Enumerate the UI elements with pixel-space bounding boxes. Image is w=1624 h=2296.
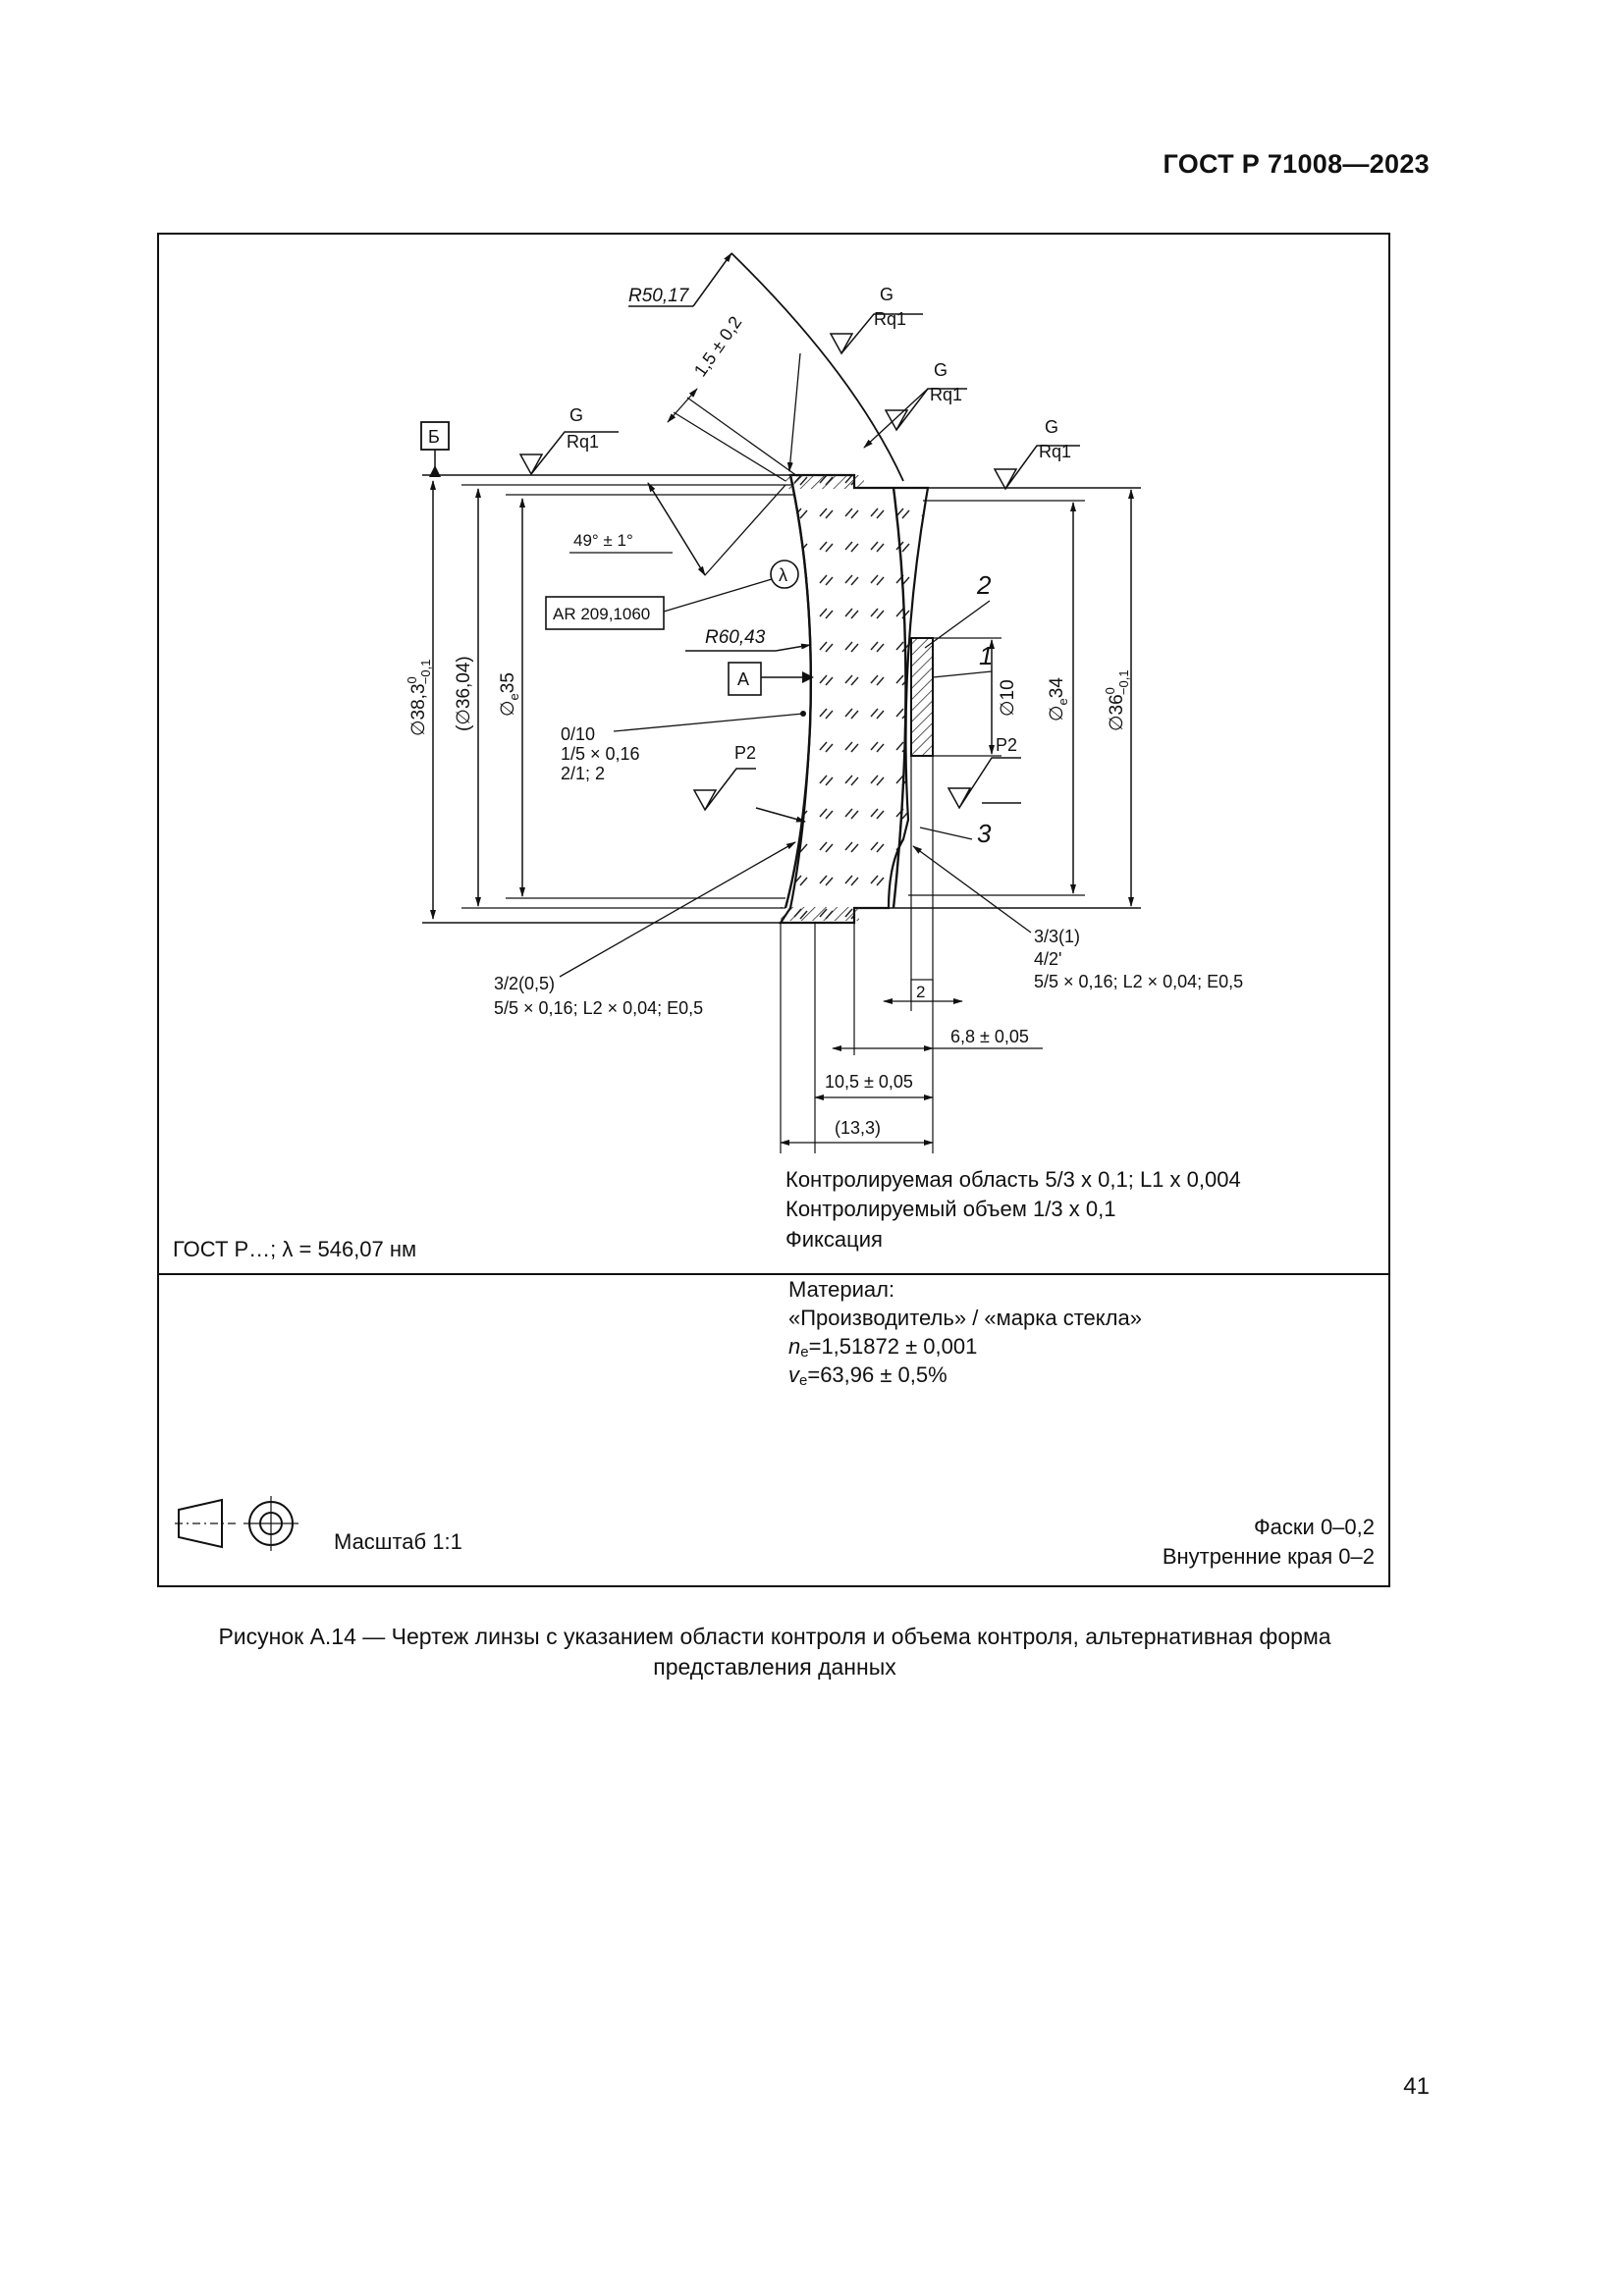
svg-text:P2: P2 xyxy=(996,735,1018,755)
svg-text:Rq1: Rq1 xyxy=(567,432,600,452)
roughness-top xyxy=(831,285,923,353)
svg-text:G: G xyxy=(934,360,948,380)
tol-left-dot xyxy=(800,711,806,717)
ne-symbol: n xyxy=(788,1334,801,1359)
ve-value: =63,96 ± 0,5% xyxy=(807,1362,947,1387)
tol-bl-line1: 3/2(0,5) xyxy=(494,974,556,993)
ne-sub: e xyxy=(800,1344,809,1361)
svg-text:G: G xyxy=(569,405,584,425)
leader-r50-2 xyxy=(693,253,731,306)
roughness-left xyxy=(520,405,619,474)
tol-br-line3: 5/5 × 0,16; L2 × 0,04; E0,5 xyxy=(1034,972,1244,991)
svg-text:Rq1: Rq1 xyxy=(874,309,907,329)
control-area-note: Контролируемая область 5/3 x 0,1; L1 x 0,004 xyxy=(785,1167,1241,1192)
abbe-number xyxy=(788,1360,947,1396)
datum-a-label: A xyxy=(737,669,750,689)
tol-br-line2: 4/2' xyxy=(1034,949,1062,969)
dim-105-label: 10,5 ± 0,05 xyxy=(825,1072,913,1092)
label-diam-38: $\emptyset 38,3^0-0,1$ xyxy=(405,659,433,736)
control-volume-note: Контролируемый объем 1/3 x 0,1 xyxy=(785,1197,1116,1221)
tol-bl-leader xyxy=(560,842,795,977)
chamfers-note: Фаски 0–0,2 xyxy=(1253,1515,1375,1539)
leader-r60-2 xyxy=(776,645,810,651)
svg-text:G: G xyxy=(1045,417,1059,437)
roughness-right xyxy=(995,417,1080,489)
figure-caption xyxy=(98,1622,1451,1682)
projection-symbol-icon xyxy=(175,1496,298,1551)
label-r50: R50,17 xyxy=(628,286,689,306)
material-value: «Производитель» / «марка стекла» xyxy=(788,1306,1142,1330)
ve-symbol: v xyxy=(788,1362,799,1387)
svg-text:P2: P2 xyxy=(734,743,757,763)
caption-line-2: представления данных xyxy=(653,1654,896,1680)
chamfer-hatch-bottom xyxy=(781,907,859,921)
page-number: 41 xyxy=(1403,2073,1430,2100)
drawing-frame xyxy=(158,234,1389,1586)
svg-text:G: G xyxy=(880,285,894,304)
callout-2: 2 xyxy=(977,570,992,600)
dim-bevel-a xyxy=(674,412,785,481)
hatched-insert xyxy=(911,638,933,756)
tol-left-line2: 1/5 × 0,16 xyxy=(561,744,640,764)
datum-b-triangle xyxy=(429,465,441,477)
callout-1: 1 xyxy=(979,641,994,670)
caption-line-1: Рисунок А.14 — Чертеж линзы с указанием области контроля и объема контроля, альтернативная форма xyxy=(218,1624,1331,1649)
ar-box-label: AR 209,1060 xyxy=(553,605,651,623)
roughness-top-2 xyxy=(886,360,967,430)
callout-3-leader xyxy=(920,828,972,839)
roughness-p2-left xyxy=(694,743,805,822)
label-diam-e35: $\emptyset_e35$ xyxy=(498,672,521,717)
inner-edges-note: Внутренние края 0–2 xyxy=(1162,1544,1375,1569)
material-label: Материал: xyxy=(788,1277,895,1302)
angle-arc xyxy=(648,483,705,575)
label-diam-e34: $\emptyset_e34$ xyxy=(1047,677,1070,721)
tol-left-line3: 2/1; 2 xyxy=(561,764,606,783)
label-diam-36: $\emptyset 36^0-0,1$ xyxy=(1103,669,1131,731)
datum-b-label: Б xyxy=(428,427,440,447)
roughness-p2-right xyxy=(948,735,1021,808)
ar-leader xyxy=(664,579,772,612)
document-standard-header: ГОСТ Р 71008—2023 xyxy=(1163,149,1430,179)
label-diam-36ref: (∅36,04) xyxy=(454,656,474,731)
chamfer-hatch-top xyxy=(785,475,864,489)
ne-value: =1,51872 ± 0,001 xyxy=(808,1334,978,1359)
scale-note: Масштаб 1:1 xyxy=(334,1529,462,1554)
gost-lambda-note: ГОСТ Р…; λ = 546,07 нм xyxy=(173,1237,417,1261)
leader-g-top-2 xyxy=(864,389,928,448)
dim-bevel-b xyxy=(687,398,797,476)
callout-3: 3 xyxy=(977,819,992,848)
dim-2-label: 2 xyxy=(916,983,926,1001)
lambda-symbol: λ xyxy=(779,565,787,585)
svg-text:Rq1: Rq1 xyxy=(930,385,963,404)
leader-g-top xyxy=(789,353,800,471)
angle-leg xyxy=(705,485,785,575)
fixation-note: Фиксация xyxy=(785,1227,883,1252)
tol-bl-line2: 5/5 × 0,16; L2 × 0,04; E0,5 xyxy=(494,998,704,1018)
label-r60: R60,43 xyxy=(705,627,766,648)
tol-left-leader xyxy=(614,714,803,731)
callout-1-leader xyxy=(933,671,992,677)
tol-br-line1: 3/3(1) xyxy=(1034,927,1081,946)
dim-68-label: 6,8 ± 0,05 xyxy=(950,1027,1029,1046)
label-angle: 49° ± 1° xyxy=(573,531,633,550)
label-bevel: 1,5 ± 0,2 xyxy=(689,312,746,381)
ve-sub: e xyxy=(799,1372,808,1389)
svg-text:Rq1: Rq1 xyxy=(1039,442,1072,461)
label-diam-10: ∅10 xyxy=(998,679,1018,717)
tol-br-leader xyxy=(913,846,1031,933)
dim-133-label: (13,3) xyxy=(835,1118,882,1138)
tol-left-line1: 0/10 xyxy=(561,724,596,744)
